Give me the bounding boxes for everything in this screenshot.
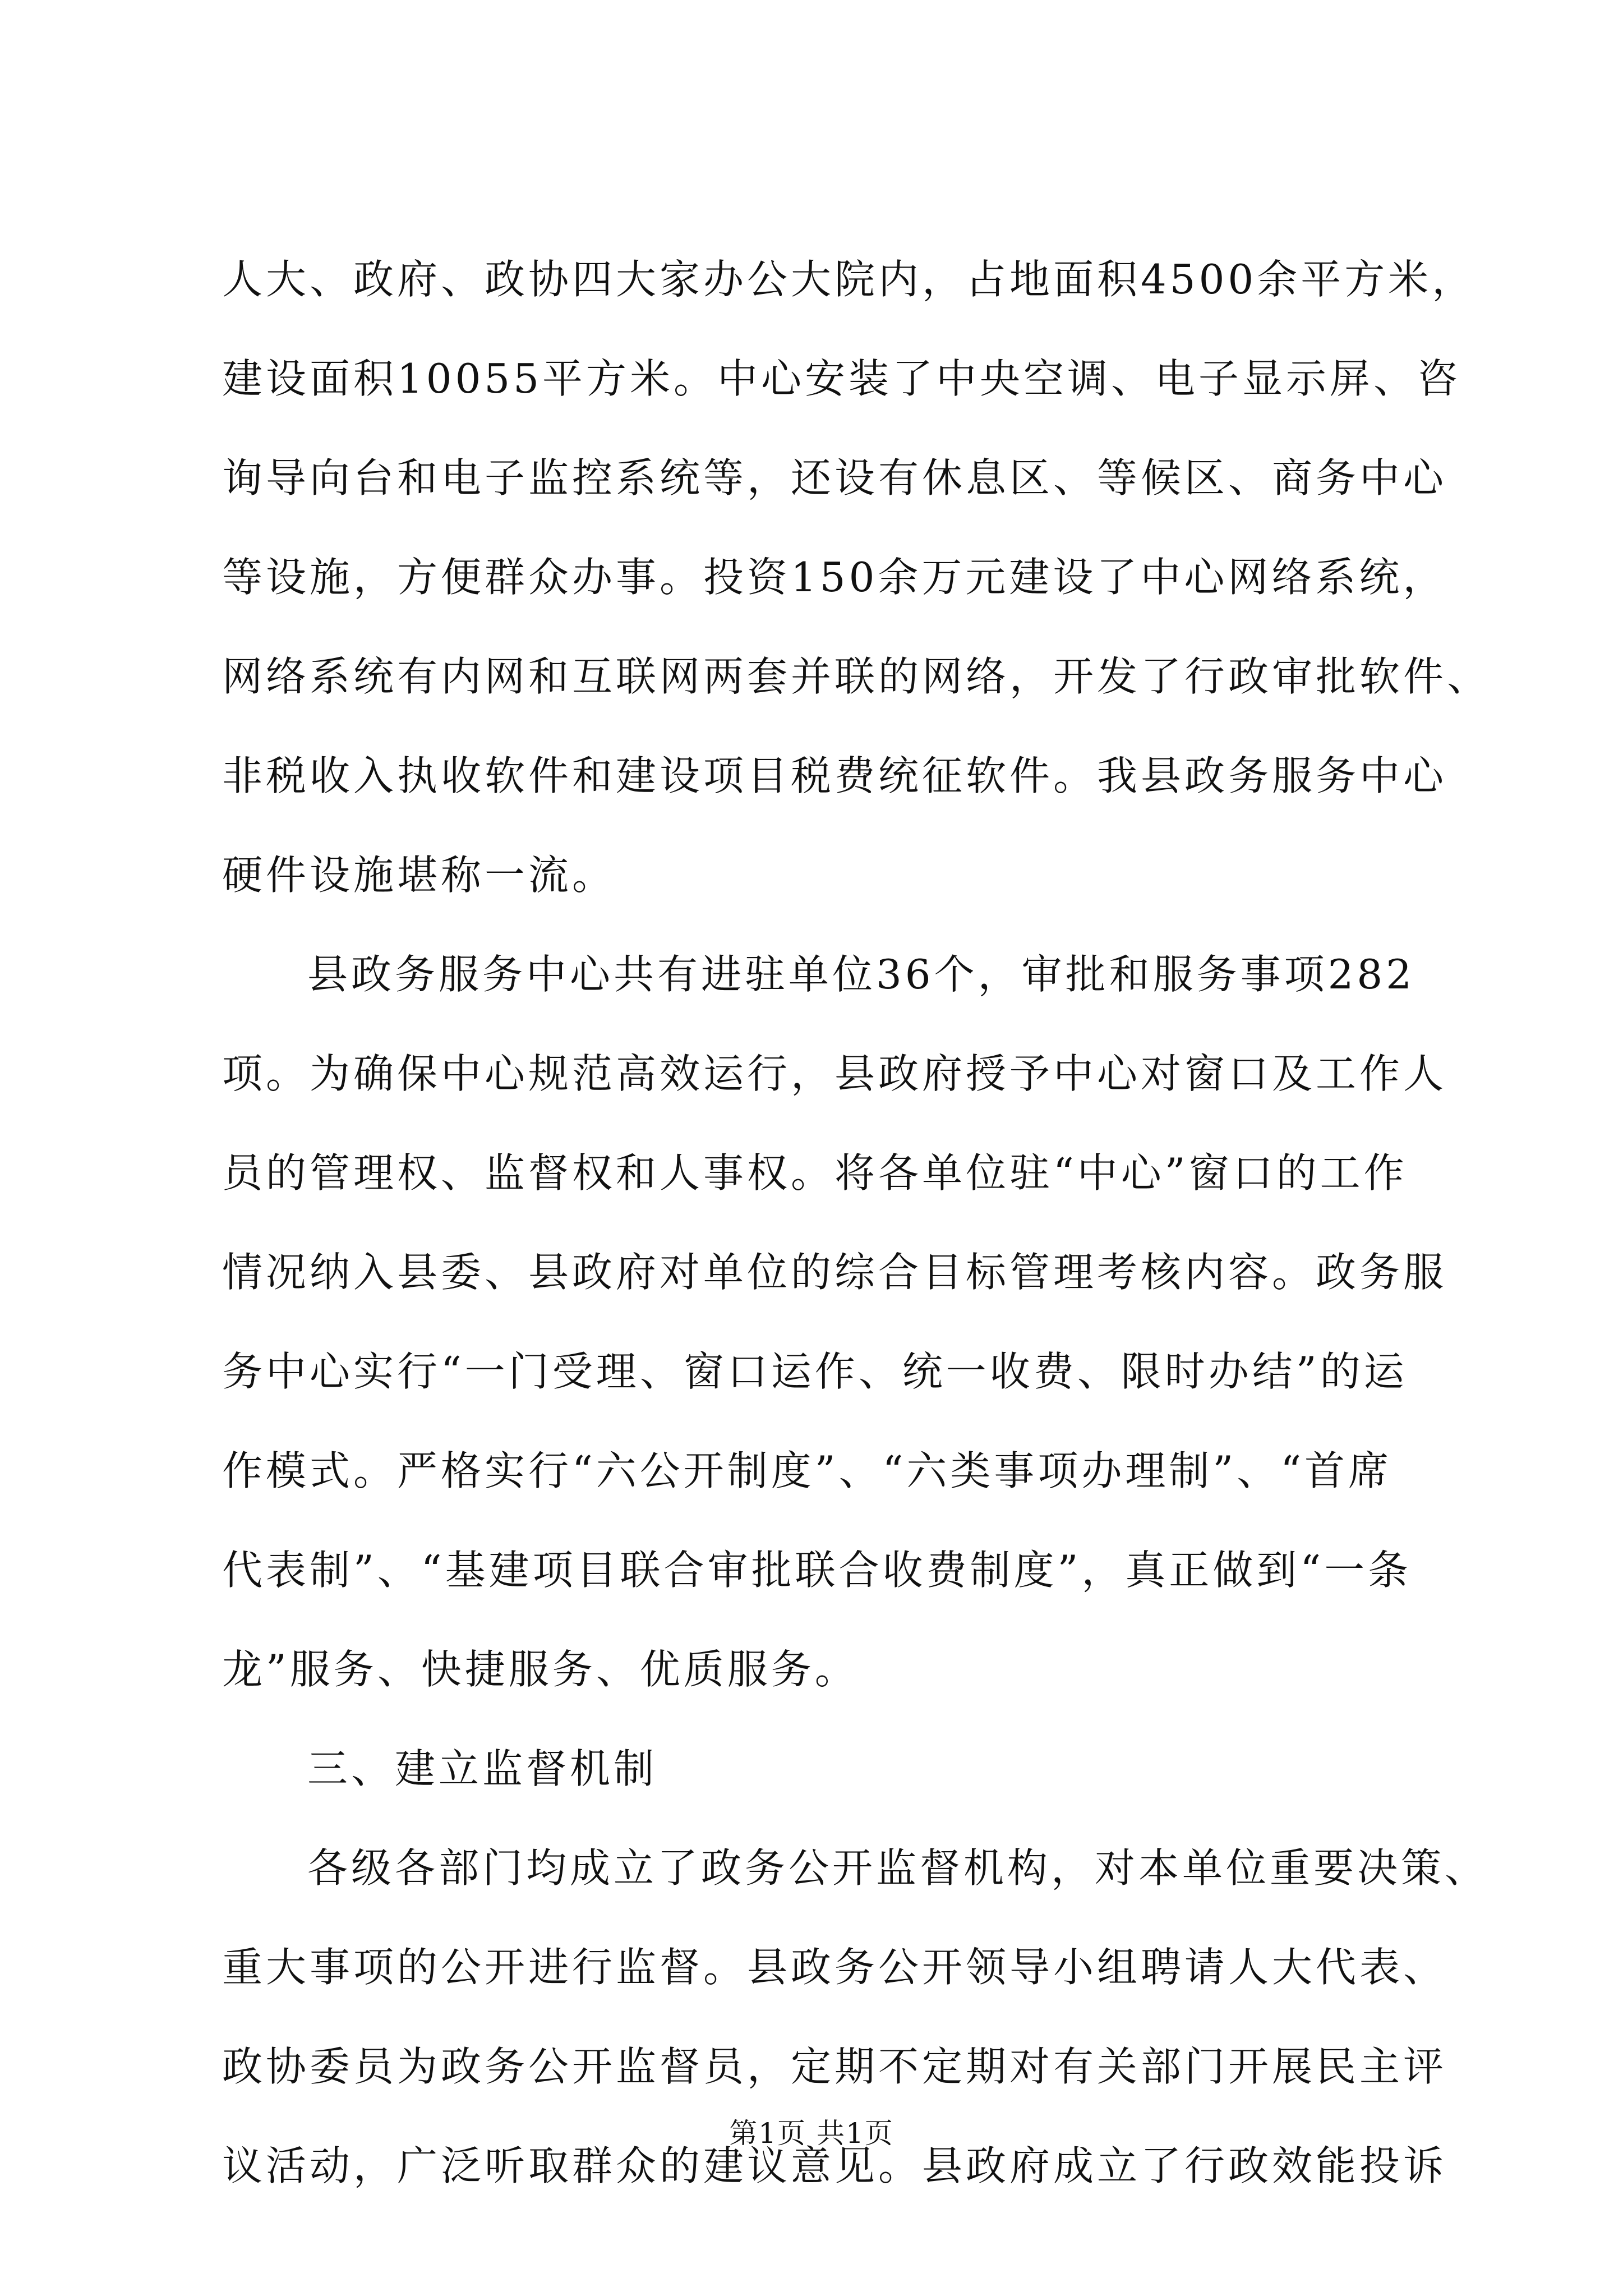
paragraph-start-line: 县政务服务中心共有进驻单位36个，审批和服务事项282 [307, 951, 1415, 998]
paragraph-start-line: 各级各部门均成立了政务公开监督机构，对本单位重要决策、 [307, 1844, 1489, 1892]
text-line: 建设面积10055平方米。中心安装了中央空调、电子显示屏、咨 [222, 355, 1461, 402]
text-line: 代表制”、“基建项目联合审批联合收费制度”，真正做到“一条 [222, 1547, 1412, 1594]
text-line: 务中心实行“一门受理、窗口运作、统一收费、限时办结”的运 [222, 1348, 1408, 1395]
text-line: 作模式。严格实行“六公开制度”、“六类事项办理制”、“首席 [222, 1447, 1393, 1494]
text-line: 情况纳入县委、县政府对单位的综合目标管理考核内容。政务服 [222, 1249, 1447, 1296]
text-line: 询导向台和电子监控系统等，还设有休息区、等候区、商务中心 [222, 454, 1447, 501]
page-footer: 第1页 共1页 [729, 2117, 894, 2150]
text-line: 员的管理权、监督权和人事权。将各单位驻“中心”窗口的工作 [222, 1149, 1408, 1197]
text-line: 龙”服务、快捷服务、优质服务。 [222, 1646, 859, 1693]
text-line: 等设施，方便群众办事。投资150余万元建设了中心网络系统， [222, 554, 1447, 601]
section-heading: 三、建立监督机制 [307, 1745, 658, 1792]
text-line: 议活动，广泛听取群众的建议意见。县政府成立了行政效能投诉 [222, 2142, 1447, 2189]
text-line: 政协委员为政务公开监督员，定期不定期对有关部门开展民主评 [222, 2043, 1447, 2090]
text-line: 项。为确保中心规范高效运行，县政府授予中心对窗口及工作人 [222, 1050, 1447, 1097]
text-line: 网络系统有内网和互联网两套并联的网络，开发了行政审批软件、 [222, 653, 1491, 700]
text-line: 重大事项的公开进行监督。县政务公开领导小组聘请人大代表、 [222, 1944, 1447, 1991]
text-line: 硬件设施堪称一流。 [222, 852, 616, 899]
text-line: 非税收入执收软件和建设项目税费统征软件。我县政务服务中心 [222, 752, 1447, 799]
text-line: 人大、政府、政协四大家办公大院内，占地面积4500余平方米， [222, 256, 1476, 303]
body-text [222, 230, 1491, 2216]
